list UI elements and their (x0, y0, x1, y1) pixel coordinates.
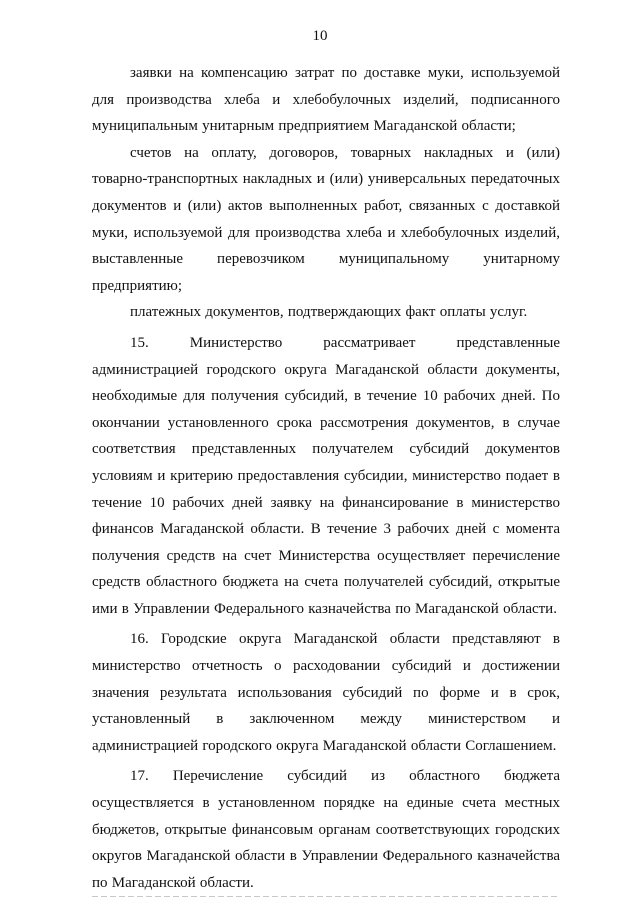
document-body (92, 60, 560, 896)
footer-scan-line (92, 896, 560, 897)
page-number: 10 (312, 28, 328, 44)
paragraph-invoices-contracts: счетов на оплату, договоров, товарных накладных и (или) товарно-транспортных накладных и (или) универсальных передаточных документов и (или) актов выполненных работ, связанных с доставкой муки, используемой для производства хлеба и хлебобулочных изделий, выставленные перевозчиком муниципальному унитарному предприятию; (92, 144, 560, 294)
paragraph-flour-delivery-claim: заявки на компенсацию затрат по доставке муки, используемой для производства хлеба и хлебобулочных изделий, подписанного муниципальным унитарным предприятием Магаданской области; (92, 65, 560, 135)
paragraph-clause-15: 15. Министерство рассматривает представленные администрацией городского округа Магаданской области документы, необходимые для получения субсидий, в течение 10 рабочих дней. По окончании установленного срока рассмотрения документов, в случае соответствия представленных получателем субсидий документов условиям и критерию предоставления субсидии, министерство подает в течение 10 рабочих дней заявку на финансирование в министерство финансов Магаданской области. В течение 3 рабочих дней с момента получения средств на счет Министерства осуществляет перечисление средств областного бюджета на счета получателей субсидий, открытые ими в Управлении Федерального казначейства по Магаданской области. (92, 334, 560, 617)
paragraph-payment-documents: платежных документов, подтверждающих факт оплаты услуг. (130, 304, 528, 321)
paragraph-clause-17: 17. Перечисление субсидий из областного бюджета осуществляется в установленном порядке на единые счета местных бюджетов, открытые финансовым органам соответствующих городских округов Магаданской области в Управлении Федерального казначейства по Магаданской области. (92, 768, 560, 891)
paragraph-clause-16: 16. Городские округа Магаданской области представляют в министерство отчетность о расходовании субсидий и достижении значения результата использования субсидий по форме и в срок, установленный в заключенном между министерством и администрацией городского округа Магаданской области Соглашением. (92, 631, 560, 754)
